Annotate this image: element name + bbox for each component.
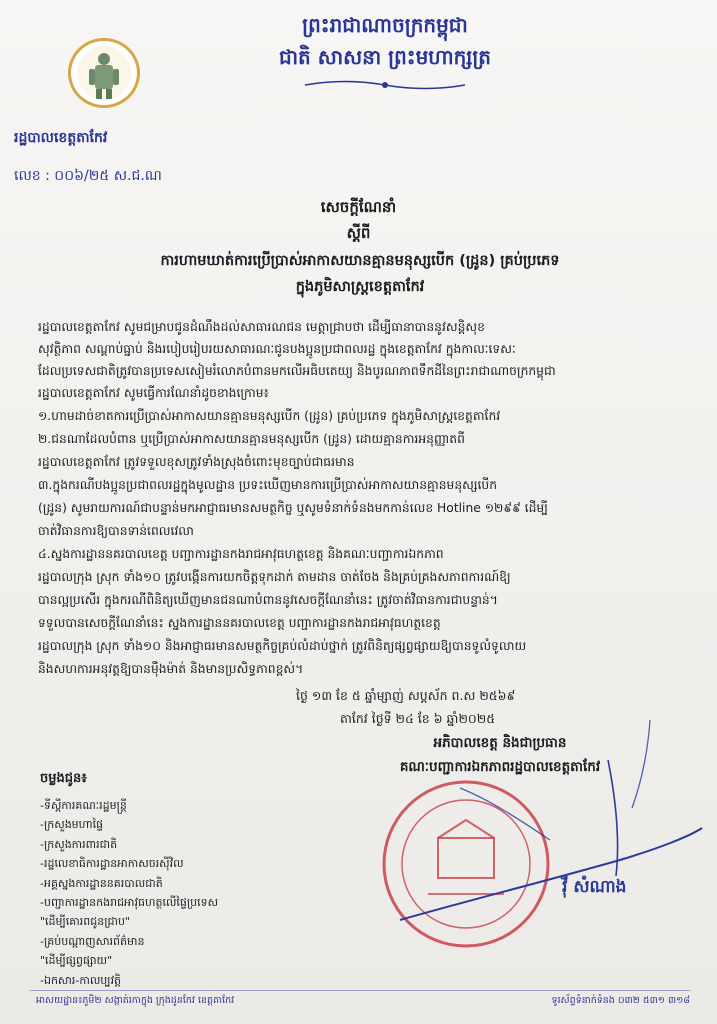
body-line: ៣.ក្នុងករណីបងប្អូនប្រជាពលរដ្ឋក្នុងមូលដ្ឋាន ប្រទះឃើញមានការប្រើប្រាស់អាកាសយានគ្មានមនុស្សបើក	[38, 478, 498, 492]
ornament-divider	[300, 78, 470, 92]
footer-divider	[30, 990, 690, 991]
cc-item: -ក្រសួងការពារជាតិ	[40, 837, 118, 851]
body-line: ទទួលបានសេចក្តីណែនាំនេះ ស្នងការដ្ឋាននគរបាលខេត្ត បញ្ជាការដ្ឋានកងរាជអាវុធហត្ថខេត្ត	[38, 616, 441, 630]
body-line: (ដ្រូន) សូមរាយការណ៍ជាបន្ទាន់មកអាជ្ញាធរមានសមត្ថកិច្ច ឬសូមទំនាក់ទំនងមកកាន់លេខ Hotline ១២៩៩ ដើម្បី	[38, 501, 548, 515]
body-line: បានល្អប្រសើរ ក្នុងករណីពិនិត្យឃើញមានជនណាបំពាននូវសេចក្តីណែនាំនេះ ត្រូវចាត់វិធានការជាបន្ទាន់។	[38, 593, 498, 607]
signer-name: វ៉ី សំណាង	[562, 877, 627, 897]
body-line: រដ្ឋបាលខេត្តតាកែវ សូមជម្រាបជូនដំណឹងដល់សាធារណជន មេត្តាជ្រាបថា ដើម្បីធានាបាននូវសន្តិសុខ	[38, 320, 485, 334]
body-line: និងសហការអនុវត្តឱ្យបានម៉ឺងម៉ាត់ និងមានប្រសិទ្ធភាពខ្ពស់។	[38, 662, 304, 676]
cc-list	[40, 796, 320, 990]
doc-subject-line-1: ការហាមឃាត់ការប្រើប្រាស់អាកាសយានគ្មានមនុស្សបើក (ដ្រូន) គ្រប់ប្រភេទ	[160, 253, 560, 269]
provincial-seal-emblem	[68, 38, 140, 108]
reference-number: លេខ : ០០៦/២៥ ស.ជ.ណ	[14, 168, 162, 184]
body-line: រដ្ឋបាលខេត្តតាកែវ ត្រូវទទួលខុសត្រូវទាំងស្រុងចំពោះមុខច្បាប់ជាធរមាន	[38, 455, 355, 469]
body-line: ដែលប្រទេសជាតិត្រូវបានប្រទេសសៀមរំលោភបំពានមកលើអធិបតេយ្យ និងបូរណភាពទឹកដីនៃព្រះរាជាណាចក្រកម្ពុជា	[38, 364, 556, 378]
signer-title: អភិបាលខេត្ត និងជាប្រធាន	[433, 735, 567, 751]
cc-item: -អគ្គស្នងការដ្ឋាននគរបាលជាតិ	[40, 876, 163, 890]
body-line: ចាត់វិធានការឱ្យបានទាន់ពេលវេលា	[38, 524, 194, 538]
body-line: រដ្ឋបាលខេត្តតាកែវ សូមធ្វើការណែនាំដូចខាងក្រោម៖	[38, 386, 269, 400]
cc-item: "ដើម្បីផ្សព្វផ្សាយ"	[40, 954, 113, 968]
cc-item: -ទីស្តីការគណៈរដ្ឋមន្ត្រី	[40, 799, 127, 812]
cc-item: -ឯកសារ-កាលប្បវត្តិ	[40, 973, 122, 987]
issuer-name: រដ្ឋបាលខេត្តតាកែវ	[14, 130, 108, 146]
footer-address: អាសយដ្ឋាន៖ភូមិ២ សង្កាត់រកាក្នុង ក្រុងដូនកែវ ខេត្តតាកែវ	[36, 995, 235, 1006]
body-line: រដ្ឋបាលក្រុង ស្រុក ទាំង១០ និងអាជ្ញាធរមានសមត្ថកិច្ចគ្រប់លំដាប់ថ្នាក់ ត្រូវពិនិត្យផ្សព្វផ្សាយឱ្យបានទូលំទូលាយ	[38, 639, 527, 653]
cc-heading: ចម្លងជូន៖	[40, 771, 87, 786]
footer-phone: ទូរស័ព្ទទំនាក់ទំនង ០៣២ ៥៣១ ៣១៨	[551, 995, 690, 1006]
cc-item: -រដ្ឋលេខាធិការដ្ឋានអាកាសចរស៊ីវិល	[40, 857, 184, 871]
national-motto: ជាតិ សាសនា ព្រះមហាក្សត្រ	[279, 45, 491, 69]
doc-title: សេចក្តីណែនាំ	[320, 198, 397, 216]
body-line: ៤.ស្នងការដ្ឋាននគរបាលខេត្ត បញ្ជាការដ្ឋានកងរាជអាវុធហត្ថខេត្ត និងគណៈបញ្ជាការឯកភាព	[38, 547, 444, 561]
doc-subtitle: ស្តីពី	[346, 224, 371, 242]
doc-subject-line-2: ក្នុងភូមិសាស្រ្តខេត្តតាកែវ	[295, 279, 425, 295]
solar-date: តាកែវ ថ្ងៃទី ២៤ ខែ ៦ ឆ្នាំ២០២៥	[340, 711, 496, 726]
lunar-date: ថ្ងៃ ១៣ ខែ ៥ ឆ្នាំម្សាញ់ សប្តស័ក ព.ស ២៥៦៩	[296, 688, 516, 703]
cc-item: -បញ្ជាការដ្ឋានកងរាជអាវុធហត្ថលើផ្ទៃប្រទេស	[40, 896, 219, 910]
signer-committee: គណៈបញ្ជាការឯកភាពរដ្ឋបាលខេត្តតាកែវ	[399, 759, 601, 775]
cc-item: -ក្រសួងមហាផ្ទៃ	[40, 818, 104, 832]
cc-item: -គ្រប់បណ្តាញសារព័ត៌មាន	[40, 934, 145, 948]
kingdom-heading: ព្រះរាជាណាចក្រកម្ពុជា	[302, 13, 468, 37]
cc-item: "ដើម្បីគោរពជូនជ្រាប"	[40, 915, 130, 929]
body-line: រដ្ឋបាលក្រុង ស្រុក ទាំង១០ ត្រូវបង្កើនការយកចិត្តទុកដាក់ តាមដាន ចាត់ចែង និងគ្រប់គ្រងសភាពការណ៍ឱ្យ	[38, 570, 511, 584]
body-line: សុវត្ថិភាព សណ្តាប់ធ្នាប់ និងរបៀបរៀបរយសាធារណៈជូនបងប្អូនប្រជាពលរដ្ឋ ក្នុងខេត្តតាកែវ ក្នុងកាលៈទេសៈ	[38, 342, 516, 356]
body-line: ២.ជនណាដែលបំពាន ឬប្រើប្រាស់អាកាសយានគ្មានមនុស្សបើក (ដ្រូន) ដោយគ្មានការអនុញ្ញាតពី	[38, 432, 465, 446]
body-line: ១.ហាមដាច់ខាតការប្រើប្រាស់អាកាសយានគ្មានមនុស្សបើក (ដ្រូន) គ្រប់ប្រភេទ ក្នុងភូមិសាស្រ្តខេត្តតាកែវ	[38, 409, 501, 423]
